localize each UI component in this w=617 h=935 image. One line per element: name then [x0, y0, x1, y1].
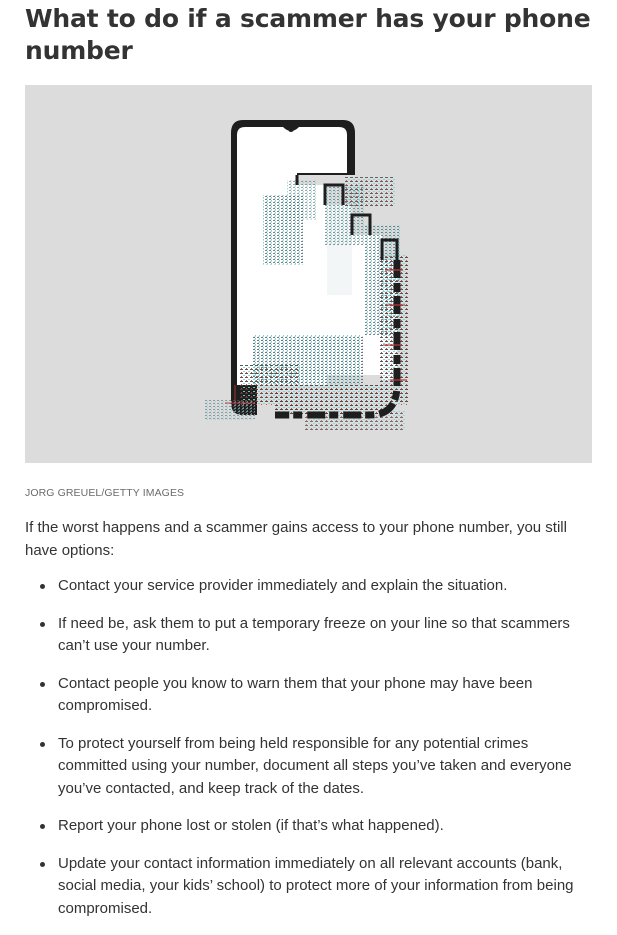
- article-title: What to do if a scammer has your phone number: [25, 4, 591, 65]
- list-item: Contact your service provider immediately and explain the situation.: [25, 575, 592, 598]
- glitched-phone-icon: [25, 85, 592, 463]
- list-item: Report your phone lost or stolen (if that’s what happened).: [25, 815, 592, 838]
- list-item: Update your contact information immediately on all relevant accounts (bank, social media, your kids’ school) to protect more of your information from being compromised.: [25, 853, 592, 921]
- intro-paragraph: If the worst happens and a scammer gains access to your phone number, you still have options:: [25, 519, 567, 559]
- hero-image: [25, 85, 592, 463]
- image-credit: JORG GREUEL/GETTY IMAGES: [25, 487, 185, 499]
- advice-list: [25, 575, 592, 920]
- list-item: If need be, ask them to put a temporary freeze on your line so that scammers can’t use your number.: [25, 613, 592, 658]
- article: [25, 0, 592, 935]
- list-item: Contact people you know to warn them that your phone may have been compromised.: [25, 673, 592, 718]
- list-item: To protect yourself from being held responsible for any potential crimes committed using your number, document all steps you’ve taken and everyone you’ve contacted, and keep track of the dates.: [25, 733, 592, 801]
